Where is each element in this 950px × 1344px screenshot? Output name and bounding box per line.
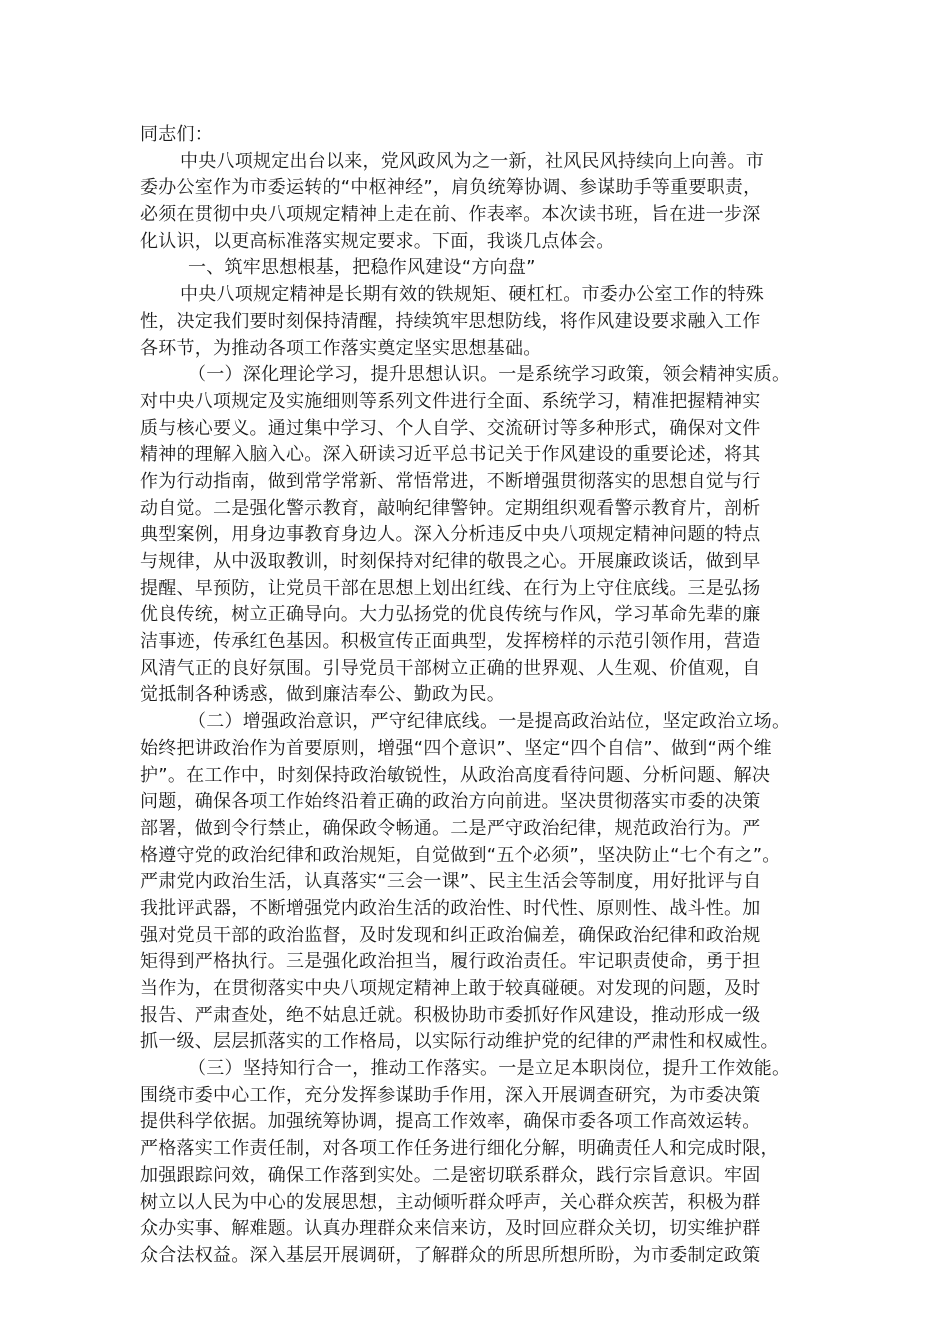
text-line: 提供科学依据。加强统筹协调，提高工作效率，确保市委各项工作高效运转。 — [140, 1111, 761, 1133]
text-line: 与规律，从中汲取教训，时刻保持对纪律的敬畏之心。开展廉政谈话，做到早 — [140, 551, 761, 572]
text-line: 众办实事、解难题。认真办理群众来信来访，及时回应群众关切，切实维护群 — [140, 1218, 761, 1240]
salutation: 同志们： — [140, 124, 213, 145]
text-line: 我批评武器，不断增强党内政治生活的政治性、时代性、原则性、战斗性。加 — [140, 897, 761, 919]
text-line: 加强跟踪问效，确保工作落到实处。二是密切联系群众，践行宗旨意识。牢固 — [140, 1164, 761, 1186]
text-line: 树立以人民为中心的发展思想，主动倾听群众呼声，关心群众疾苦，积极为群 — [140, 1191, 761, 1213]
text-line: 化认识，以更高标准落实规定要求。下面，我谈几点体会。 — [140, 230, 615, 252]
text-line: 动自觉。二是强化警示教育，敲响纪律警钟。定期组织观看警示教育片，剖析 — [140, 497, 761, 519]
text-line: 中央八项规定出台以来，党风政风为之一新，社风民风持续向上向善。市 — [180, 150, 764, 172]
text-line: 格遵守党的政治纪律和政治规矩，自觉做到“五个必须”，坚决防止“七个有之”。 — [140, 844, 781, 866]
text-line: 护”。在工作中，时刻保持政治敏锐性，从政治高度看待问题、分析问题、解决 — [140, 764, 771, 786]
text-line: 部署，做到令行禁止，确保政令畅通。二是严守政治纪律，规范政治行为。严 — [140, 817, 761, 839]
text-line: 围绕市委中心工作，充分发挥参谋助手作用，深入开展调查研究，为市委决策 — [140, 1084, 761, 1106]
text-line: 众合法权益。深入基层开展调研，了解群众的所思所想所盼，为市委制定政策 — [140, 1244, 761, 1266]
text-line: （二）增强政治意识，严守纪律底线。一是提高政治站位，坚定政治立场。 — [188, 711, 791, 733]
text-line: 各环节，为推动各项工作落实奠定坚实思想基础。 — [140, 337, 542, 359]
text-line: 当作为，在贯彻落实中央八项规定精神上敢于较真碰硬。对发现的问题，及时 — [140, 978, 761, 999]
text-line: 强对党员干部的政治监督，及时发现和纠正政治偏差，确保政治纪律和政治规 — [140, 924, 761, 946]
text-line: 问题，确保各项工作始终沿着正确的政治方向前进。坚决贯彻落实市委的决策 — [140, 791, 761, 813]
text-line: 提醒、早预防，让党员干部在思想上划出红线、在行为上守住底线。三是弘扬 — [140, 577, 761, 599]
document-body — [140, 122, 808, 1270]
text-line: 抓一级、层层抓落实的工作格局，以实际行动维护党的纪律的严肃性和权威性。 — [140, 1031, 779, 1053]
text-line: 性，决定我们要时刻保持清醒，持续筑牢思想防线，将作风建设要求融入工作 — [140, 310, 761, 332]
document-page — [140, 122, 808, 1270]
text-line: 矩得到严格执行。三是强化政治担当，履行政治责任。牢记职责使命，勇于担 — [140, 951, 761, 973]
text-line: 典型案例，用身边事教育身边人。深入分析违反中央八项规定精神问题的特点 — [140, 524, 761, 546]
text-line: 严格落实工作责任制，对各项工作任务进行细化分解，明确责任人和完成时限， — [140, 1138, 779, 1160]
text-line: 质与核心要义。通过集中学习、个人自学、交流研讨等多种形式，确保对文件 — [140, 417, 761, 439]
text-line: 报告、严肃查处，绝不姑息迁就。积极协助市委抓好作风建设，推动形成一级 — [140, 1004, 761, 1026]
text-line: 始终把讲政治作为首要原则，增强“四个意识”、坚定“四个自信”、做到“两个维 — [140, 737, 772, 759]
text-line: 严肃党内政治生活，认真落实“三会一课”、民主生活会等制度，用好批评与自 — [140, 871, 762, 893]
text-line: 洁事迹，传承红色基因。积极宣传正面典型，发挥榜样的示范引领作用，营造 — [140, 631, 761, 653]
text-line: （三）坚持知行合一，推动工作落实。一是立足本职岗位，提升工作效能。 — [188, 1058, 791, 1080]
text-line: 优良传统，树立正确导向。大力弘扬党的优良传统与作风，学习革命先辈的廉 — [140, 604, 761, 626]
text-line: 必须在贯彻中央八项规定精神上走在前、作表率。本次读书班，旨在进一步深 — [140, 204, 761, 226]
text-line: 风清气正的良好氛围。引导党员干部树立正确的世界观、人生观、价值观，自 — [140, 657, 761, 679]
text-line: 作为行动指南，做到常学常新、常悟常进，不断增强贯彻落实的思想自觉与行 — [140, 470, 761, 492]
text-line: 觉抵制各种诱惑，做到廉洁奉公、勤政为民。 — [140, 684, 505, 706]
text-line: 一、筑牢思想根基，把稳作风建设“方向盘” — [188, 257, 536, 279]
text-line: （一）深化理论学习，提升思想认识。一是系统学习政策，领会精神实质。 — [188, 364, 791, 386]
text-line: 委办公室作为市委运转的“中枢神经”，肩负统筹协调、参谋助手等重要职责， — [140, 177, 762, 199]
text-line: 精神的理解入脑入心。深入研读习近平总书记关于作风建设的重要论述，将其 — [140, 444, 761, 466]
text-line: 对中央八项规定及实施细则等系列文件进行全面、系统学习，精准把握精神实 — [140, 390, 761, 412]
text-line: 中央八项规定精神是长期有效的铁规矩、硬杠杠。市委办公室工作的特殊 — [180, 284, 764, 306]
